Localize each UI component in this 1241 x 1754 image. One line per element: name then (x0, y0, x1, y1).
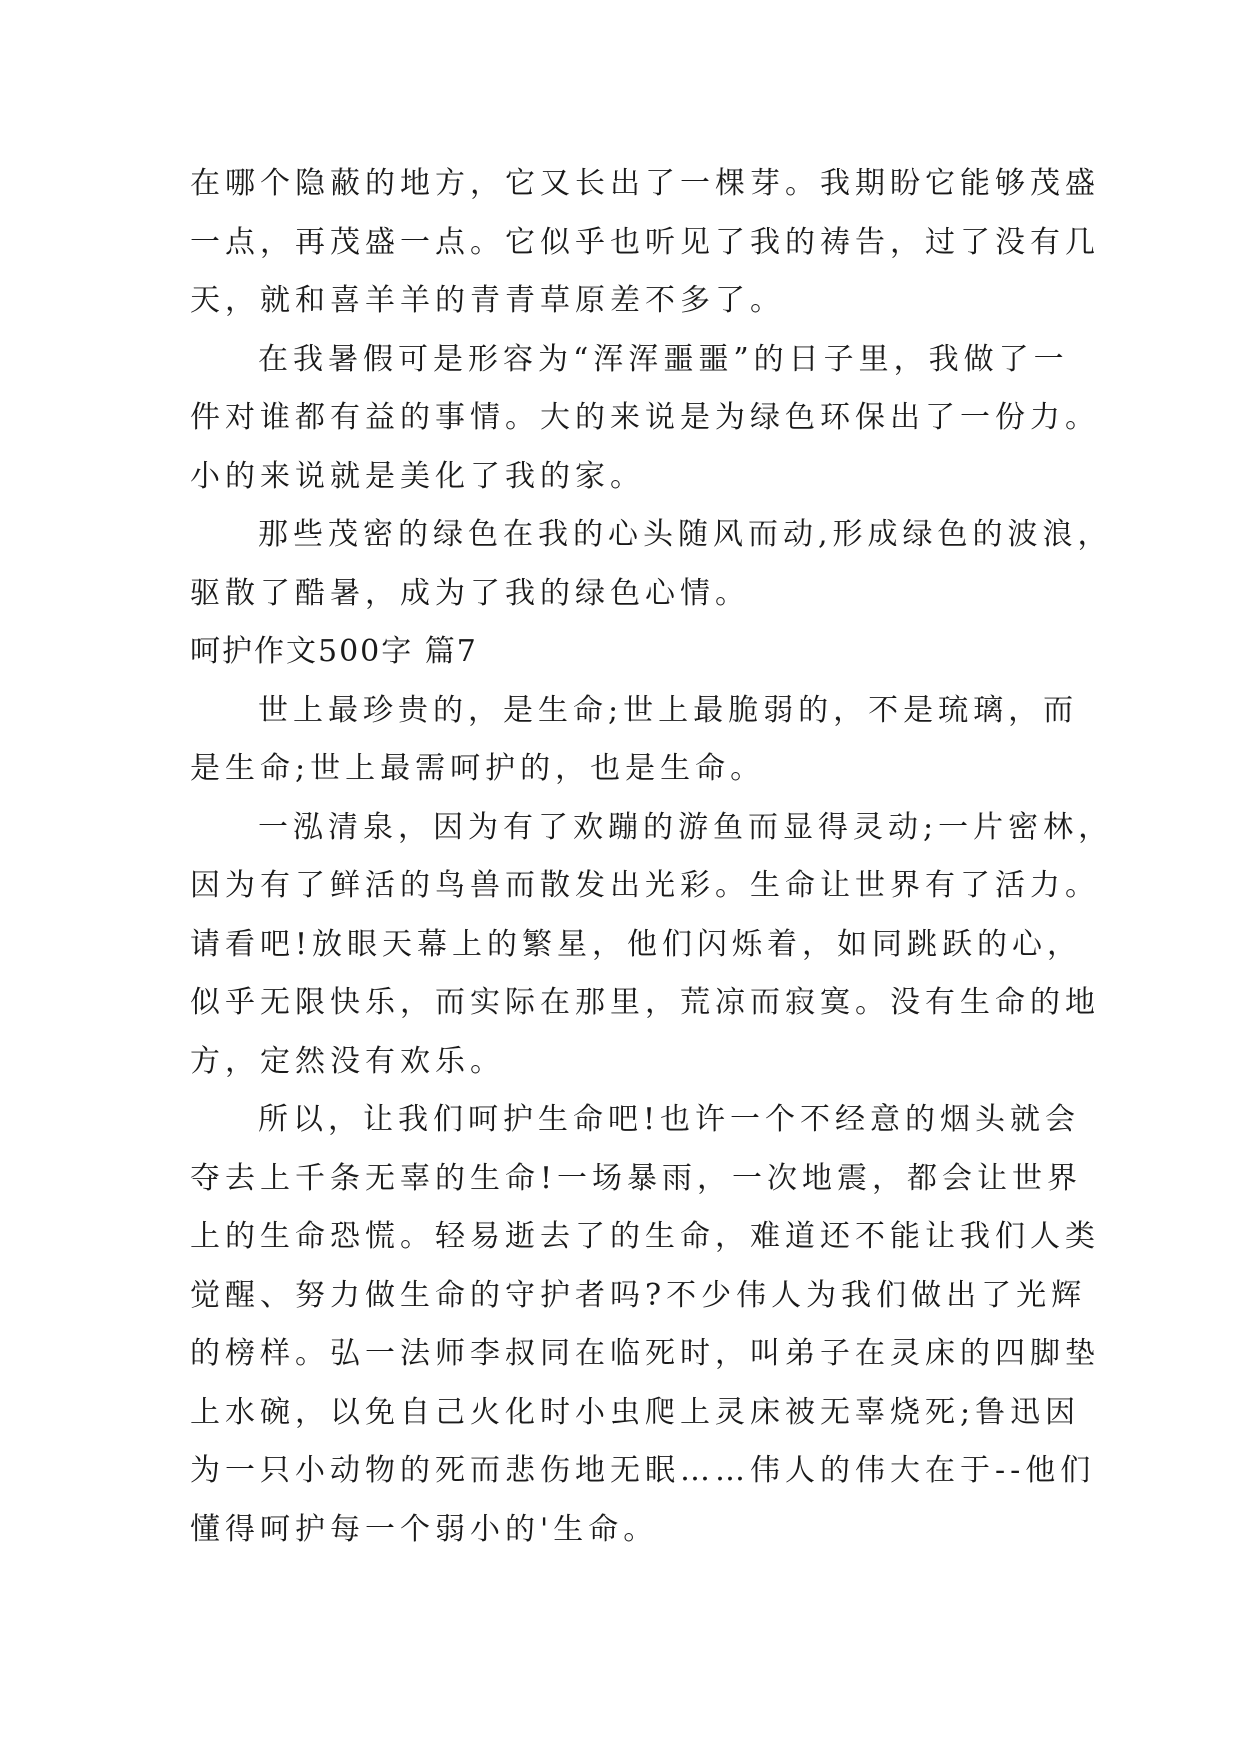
text-line: 的榜样。弘一法师李叔同在临死时，叫弟子在灵床的四脚垫 (190, 1336, 1100, 1371)
text-line: 为一只小动物的死而悲伤地无眠……伟人的伟大在于--他们 (190, 1453, 1096, 1488)
text-line: 方，定然没有欢乐。 (190, 1043, 505, 1079)
text-line: 是生命;世上最需呵护的，也是生命。 (190, 751, 766, 786)
text-line: 上的生命恐慌。轻易逝去了的生命，难道还不能让我们人类 (190, 1219, 1100, 1254)
text-line: 驱散了酷暑，成为了我的绿色心情。 (190, 575, 750, 611)
text-line: 请看吧!放眼天幕上的繁星，他们闪烁着，如同跳跃的心， (190, 926, 1083, 962)
text-line: 件对谁都有益的事情。大的来说是为绿色环保出了一份力。 (190, 400, 1100, 435)
paragraph-first-line: 在我暑假可是形容为“浑浑噩噩”的日子里，我做了一 (258, 341, 1069, 377)
text-line: 上水碗，以免自己火化时小虫爬上灵床被无辜烧死;鲁迅因 (190, 1394, 1081, 1430)
text-line: 一点，再茂盛一点。它似乎也听见了我的祷告，过了没有几 (190, 224, 1100, 260)
text-line: 觉醒、努力做生命的守护者吗?不少伟人为我们做出了光辉 (190, 1277, 1087, 1313)
text-line: 天，就和喜羊羊的青青草原差不多了。 (190, 283, 785, 318)
text-line: 小的来说就是美化了我的家。 (190, 458, 645, 494)
text-line: 似乎无限快乐，而实际在那里，荒凉而寂寞。没有生命的地 (190, 985, 1100, 1020)
paragraph-first-line: 所以，让我们呵护生命吧!也许一个不经意的烟头就会 (258, 1102, 1081, 1137)
paragraph-first-line: 世上最珍贵的，是生命;世上最脆弱的，不是琉璃，而 (258, 692, 1079, 728)
paragraph-first-line: 那些茂密的绿色在我的心头随风而动,形成绿色的波浪， (258, 517, 1113, 552)
document-body (190, 155, 1114, 1559)
text-line: 在哪个隐蔽的地方，它又长出了一棵芽。我期盼它能够茂盛 (190, 166, 1100, 201)
paragraph-first-line: 一泓清泉，因为有了欢蹦的游鱼而显得灵动;一片密林， (258, 809, 1114, 845)
section-heading: 呵护作文500字 篇7 (190, 634, 478, 669)
text-line: 因为有了鲜活的鸟兽而散发出光彩。生命让世界有了活力。 (190, 868, 1100, 903)
text-line: 懂得呵护每一个弱小的'生命。 (190, 1511, 659, 1547)
text-line: 夺去上千条无辜的生命!一场暴雨，一次地震，都会让世界 (190, 1160, 1083, 1196)
